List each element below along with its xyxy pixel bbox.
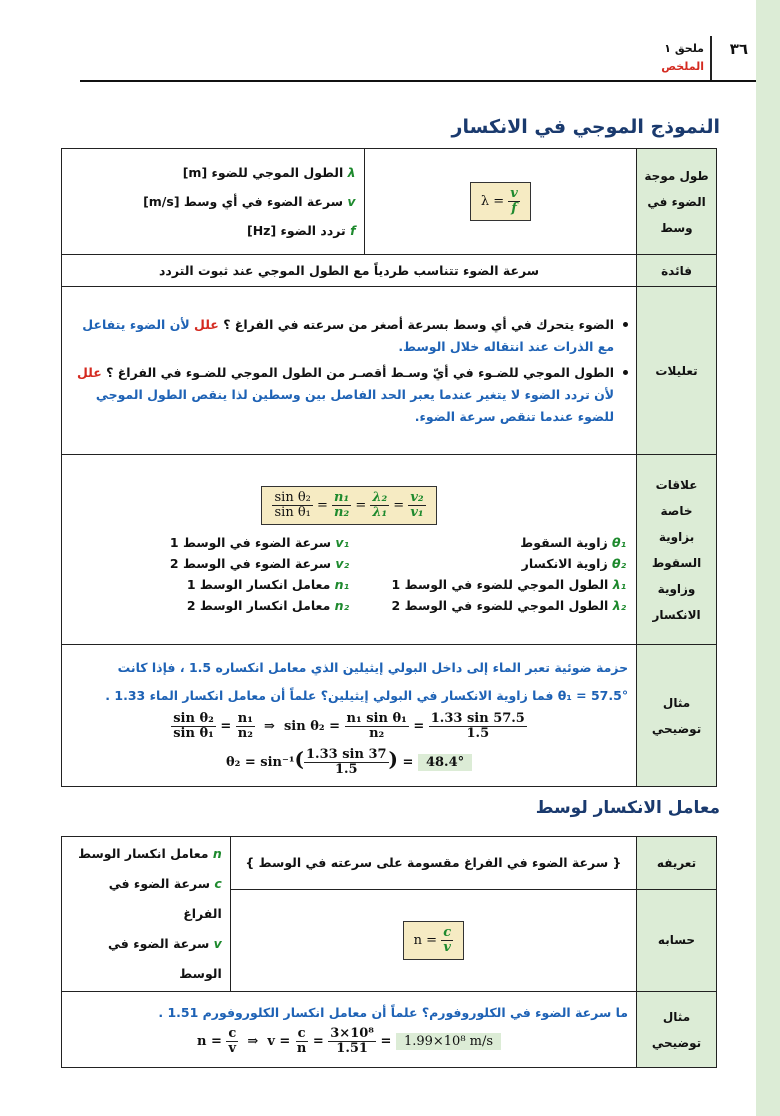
var-n: n معامل انكسار الوسط [78, 846, 222, 861]
var-lambda1: λ₁ الطول الموجي للضوء في الوسط 1 [391, 577, 627, 592]
refractive-index-formula: n = $\frac{c}{v}$ [403, 921, 464, 960]
benefit-text: سرعة الضوء تتناسب طردياً مع الطول الموجي عند ثبوت التردد [62, 255, 637, 287]
var-c: c سرعة الضوء في الفراغ [108, 876, 222, 921]
var-n2: n₂ معامل انكسار الوسط 2 [186, 598, 350, 613]
label-example-2: مثال توضيحي [637, 992, 717, 1068]
var-theta1: θ₁ زاوية السقوط [520, 535, 627, 550]
label-calc: حسابه [637, 889, 717, 991]
side-strip [756, 0, 780, 1116]
section-title-refractive-index: معامل الانكسار لوسط [535, 798, 720, 818]
relations-vars [62, 535, 636, 613]
calc-formula-cell [230, 889, 636, 991]
wavelength-vars [62, 149, 365, 255]
section-title-wave-model: النموذج الموجي في الانكسار [451, 116, 720, 138]
label-relations: علاقات خاصة بزاوية السقوط وزاوية الانكسار [637, 455, 717, 645]
var-v: v سرعة الضوء في أي وسط [m/s] [143, 194, 356, 209]
refractive-index-table [61, 836, 717, 1068]
page-header [656, 30, 756, 82]
header-divider [710, 36, 712, 80]
explanation-item-2: الطول الموجي للضـوء في أيّ وسـط أقصـر من الطول الموجي للضـوء في الفراغ ؟ علل لأن تردد الضوء لا يتغير عندما يعبر الحد الفاصل بين وسطين لذا ينقص الطول الموجي للضوء عندما تنقص سرعة الضوء. [70, 362, 628, 428]
example-1-question: حزمة ضوئية تعبر الماء إلى داخل البولي إيثيلين الذي معامل انكساره 1.5 ، فإذا كانت θ₁ = 57.5° فما زاوية الانكسار في البولي إيثيلين؟ علماً أن معامل انكسار الماء 1.33 . [105, 660, 629, 703]
explanation-item-1: الضوء يتحرك في أي وسط بسرعة أصغر من سرعته في الفراغ ؟ علل لأن الضوء يتفاعل مع الذرات عند انتقاله خلال الوسط. [70, 314, 628, 358]
var-f: f تردد الضوء [Hz] [247, 223, 356, 238]
page-number: ٣٦ [729, 40, 748, 58]
summary-label: الملخص [661, 60, 704, 73]
formula-den: f [511, 201, 517, 216]
var-lambda: λ الطول الموجي للضوء [m] [182, 165, 356, 180]
example-2-cell [62, 992, 637, 1068]
var-v1: v₁ سرعة الضوء في الوسط 1 [169, 535, 350, 550]
example-2-question: ما سرعة الضوء في الكلوروفورم؟ علماً أن معامل انكسار الكلوروفورم 1.51 . [158, 1005, 629, 1020]
var-v2: v₂ سرعة الضوء في الوسط 2 [169, 556, 350, 571]
explanations-cell [62, 287, 637, 455]
example-1-cell [62, 645, 637, 787]
var-v-medium: v سرعة الضوء في الوسط [108, 936, 222, 981]
example-1-solution-line-2: θ₂ = sin⁻¹( $\frac{1.33 \sin 37}{1.5}$ ) = 48.4° [62, 747, 636, 777]
example-1-solution-line-1: $\frac{\text{sin θ₂}}{\text{sin θ₁}}$ = $\frac{\text{n₁}}{\text{n₂}}$ ⇒ sin θ₂ = $\frac{\text{n₁ sin θ₁}}{\text{n₂}}$ = $\frac{1.33 \sin 57.5}{1.5}$ [173, 711, 525, 741]
relations-cell [62, 455, 637, 645]
header-rule [80, 80, 756, 82]
var-lambda2: λ₂ الطول الموجي للضوء في الوسط 2 [391, 598, 627, 613]
wavelength-formula [470, 182, 531, 221]
wave-model-table [61, 148, 717, 787]
label-wavelength: طول موجة الضوء في وسط [637, 149, 717, 255]
formula-lhs: λ = [480, 194, 505, 209]
snell-formula: $\frac{\text{sin θ₂}}{\text{sin θ₁}}$ = $\frac{\text{n₁}}{\text{n₂}}$ = $\frac{\text{λ₂}}{\text{λ₁}}$ = $\frac{\text{v₂}}{\text{v₁}}$ [261, 486, 436, 525]
label-benefit: فائدة [637, 255, 717, 287]
var-n1: n₁ معامل انكسار الوسط 1 [186, 577, 350, 592]
wavelength-formula-cell [364, 149, 637, 255]
refractive-index-vars [62, 837, 231, 992]
label-definition: تعريفه [637, 837, 717, 890]
example-1-result: 48.4° [418, 754, 472, 771]
formula-num: v [510, 186, 518, 201]
label-explanations: تعليلات [637, 287, 717, 455]
example-2-result: 1.99×10⁸ m/s [396, 1033, 501, 1050]
appendix-label: ملحق ١ [664, 42, 704, 55]
label-example-1: مثال توضيحي [637, 645, 717, 787]
var-theta2: θ₂ زاوية الانكسار [521, 556, 627, 571]
definition-text: { سرعة الضوء في الفراغ مقسومة على سرعته في الوسط } [230, 837, 636, 890]
example-2-solution: n = $\frac{c}{v}$ ⇒ v = $\frac{c}{n}$ = $\frac{\text{3×10⁸}}{1.51}$ = 1.99×10⁸ m/s [62, 1027, 636, 1056]
